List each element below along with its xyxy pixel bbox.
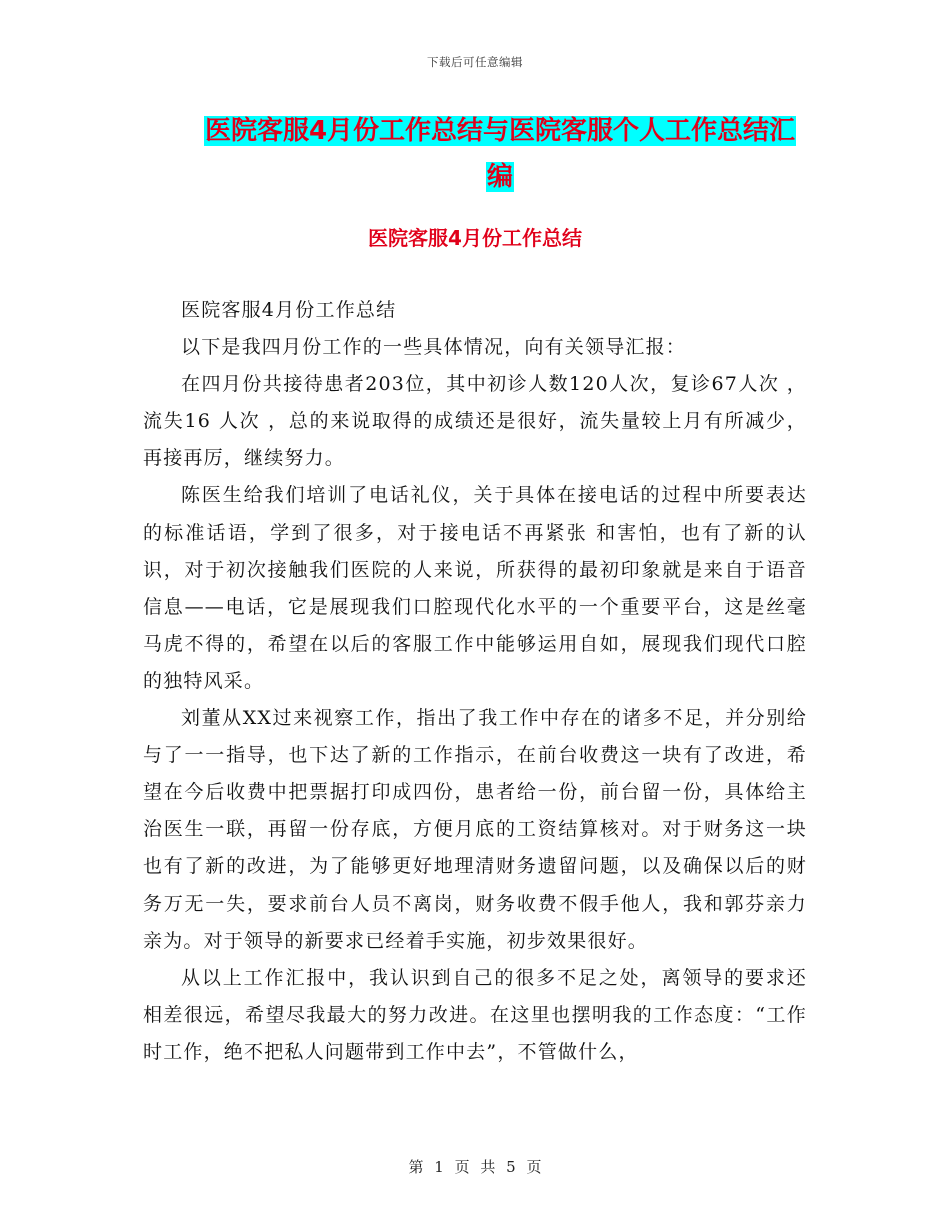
paragraph: 以下是我四月份工作的一些具体情况，向有关领导汇报： xyxy=(181,336,687,359)
paragraph: 刘董从XX过来视察工作，指出了我工作中存在的诸多不足，并分别给与了一一指导，也下达了新的工作指示，在前台收费这一块有了改进，希望在今后收费中把票据打印成四份，患者给一份，前台留一份，具体给主治医生一联，再留一份存底，方便月底的工资结算核对。对于财务这一块也有了新的改进，为了能够更好地理清财务遗留问题，以及确保以后的财务万无一失，要求前台人员不离岗，财务收费不假手他人，我和郭芬亲力亲为。对于领导的新要求已经着手实施，初步效果很好。 xyxy=(143,707,807,952)
document-title xyxy=(195,108,805,200)
document-title-line2: 编 xyxy=(486,162,513,192)
section-title: 医院客服4月份工作总结 xyxy=(368,226,582,250)
document-body xyxy=(143,292,807,1071)
paragraph: 在四月份共接待患者203位，其中初诊人数120人次，复诊67人次 ，流失16 人次 ，总的来说取得的成绩还是很好，流失量较上月有所减少，再接再厉，继续努力。 xyxy=(143,373,807,470)
paragraph: 医院客服4月份工作总结 xyxy=(181,299,397,321)
paragraph: 从以上工作汇报中，我认识到自己的很多不足之处，离领导的要求还相差很远，希望尽我最大的努力改进。在这里也摆明我的工作态度：“工作时工作，绝不把私人问题带到工作中去”，不管做什么， xyxy=(143,966,807,1063)
header-note: 下载后可任意编辑 xyxy=(427,55,523,69)
page-number-footer: 第 1 页 共 5 页 xyxy=(408,1158,542,1176)
paragraph: 陈医生给我们培训了电话礼仪，关于具体在接电话的过程中所要表达的标准话语，学到了很多，对于接电话不再紧张 和害怕，也有了新的认识，对于初次接触我们医院的人来说，所获得的最初印象就是来自于语音信息——电话，它是展现我们口腔现代化水平的一个重要平台，这是丝毫马虎不得的，希望在以后的客服工作中能够运用自如，展现我们现代口腔的独特风采。 xyxy=(143,484,807,692)
document-title-line1: 医院客服4月份工作总结与医院客服个人工作总结汇 xyxy=(204,116,796,146)
